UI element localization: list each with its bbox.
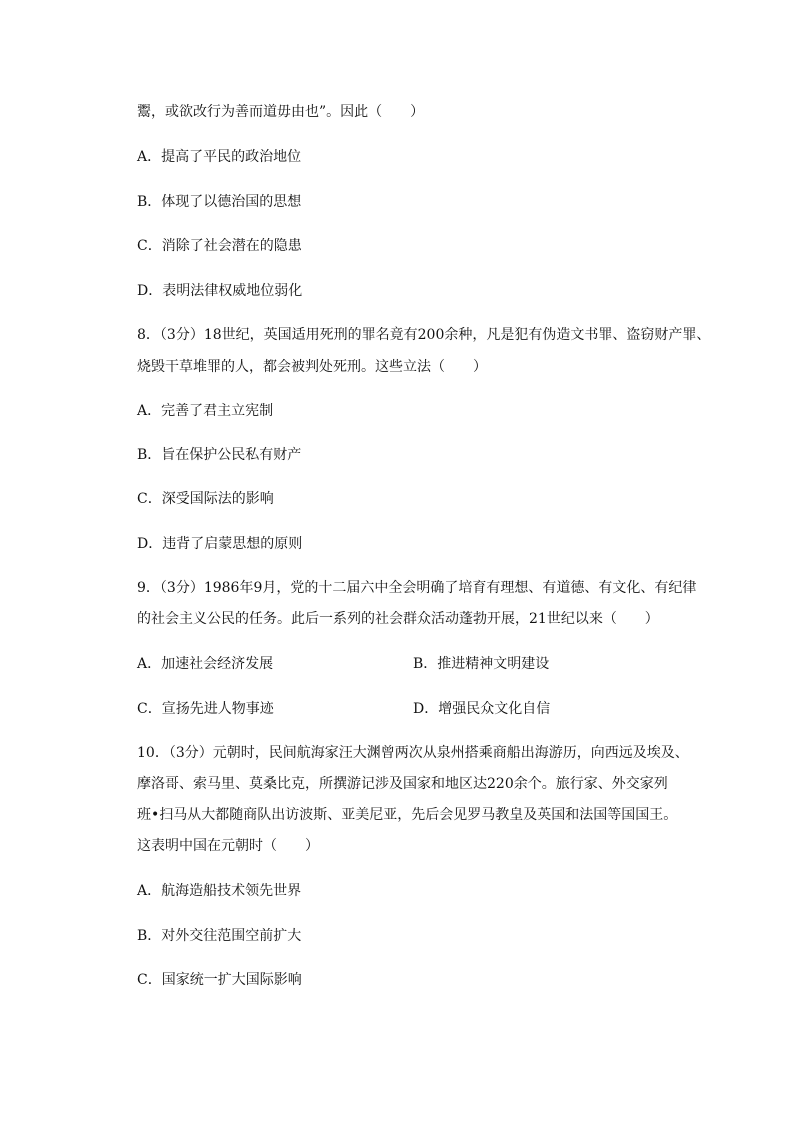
- q8-stem-line-2: 烧毁干草堆罪的人，都会被判处死刑。这些立法（ ）: [137, 359, 487, 375]
- q8-option-c: C．深受国际法的影响: [137, 491, 274, 507]
- q9-stem-line-2: 的社会主义公民的任务。此后一系列的社会群众活动蓬勃开展，21世纪以来（ ）: [137, 611, 659, 627]
- q10-stem-line-4: 这表明中国在元朝时（ ）: [137, 838, 319, 854]
- q10-stem-line-2: 摩洛哥、索马里、莫桑比克，所撰游记涉及国家和地区达220余个。旅行家、外交家列: [137, 776, 668, 792]
- q9-stem-line-1: 9．（3分）1986年9月，党的十二届六中全会明确了培育有理想、有道德、有文化、有纪律: [137, 580, 697, 596]
- q7-option-d: D．表明法律权威地位弱化: [137, 283, 303, 299]
- q7-option-b: B．体现了以德治国的思想: [137, 194, 302, 210]
- q10-stem-line-3: 班•扫马从大都随商队出访波斯、亚美尼亚，先后会见罗马教皇及英国和法国等国国王。: [137, 807, 678, 823]
- q10-option-b: B．对外交往范围空前扩大: [137, 928, 302, 944]
- q9-option-a: A．加速社会经济发展: [137, 656, 274, 672]
- q10-option-a: A．航海造船技术领先世界: [137, 883, 302, 899]
- q9-option-b: B．推进精神文明建设: [413, 656, 550, 672]
- q10-option-c: C．国家统一扩大国际影响: [137, 972, 302, 988]
- q8-option-a: A．完善了君主立宪制: [137, 403, 274, 419]
- q7-option-c: C．消除了社会潜在的隐患: [137, 238, 302, 254]
- q8-option-b: B．旨在保护公民私有财产: [137, 447, 302, 463]
- q7-option-a: A．提高了平民的政治地位: [137, 149, 302, 165]
- q9-option-c: C．宣扬先进人物事迹: [137, 701, 274, 717]
- q7-stem-tail: 鬻，或欲改行为善而道毋由也”。因此（ ）: [137, 104, 425, 120]
- q9-option-d: D．增强民众文化自信: [413, 701, 551, 717]
- q8-option-d: D．违背了启蒙思想的原则: [137, 536, 303, 552]
- q10-stem-line-1: 10．（3分）元朝时，民间航海家汪大渊曾两次从泉州搭乘商船出海游历，向西远及埃及、: [137, 745, 689, 761]
- q8-stem-line-1: 8．（3分）18世纪，英国适用死刑的罪名竟有200余种，凡是犯有伪造文书罪、盗窃财产罪、: [137, 327, 711, 343]
